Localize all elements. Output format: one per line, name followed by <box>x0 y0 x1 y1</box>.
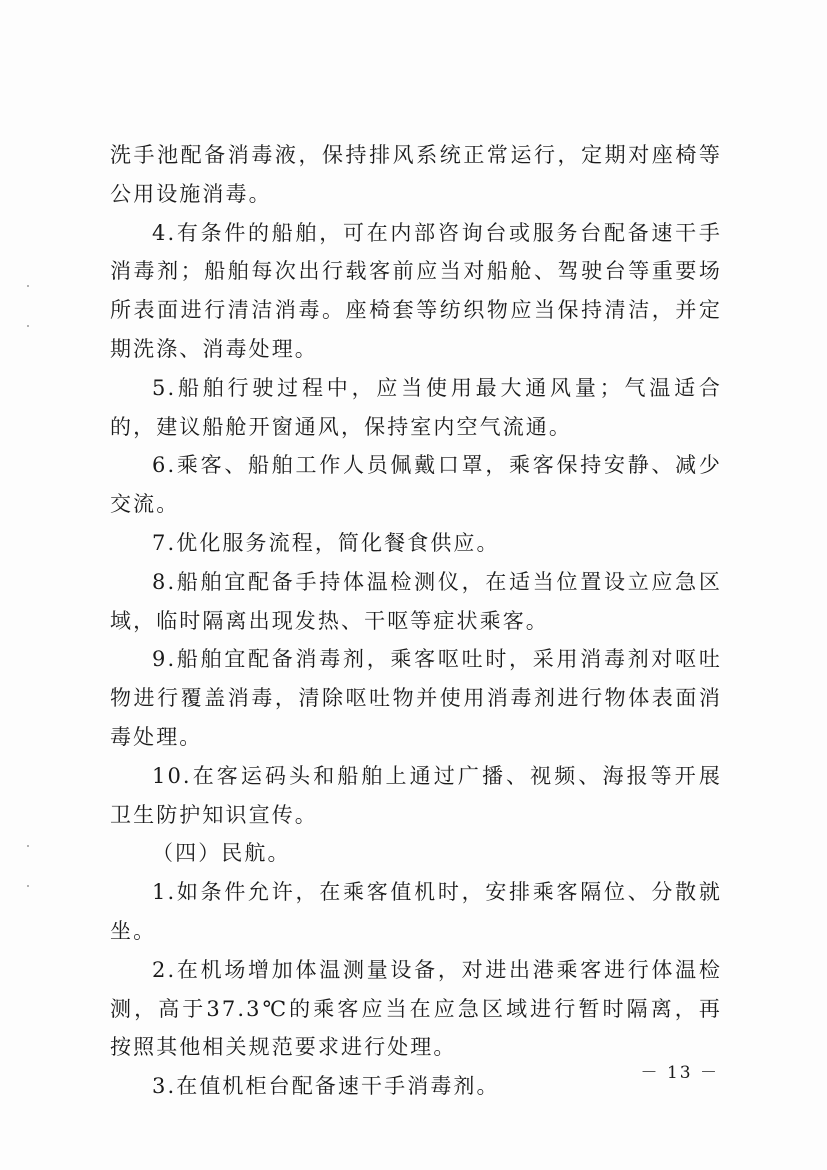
paragraph: 6.乘客、船舶工作人员佩戴口罩，乘客保持安静、减少交流。 <box>110 453 722 517</box>
paragraph: 9.船舶宜配备消毒剂，乘客呕吐时，采用消毒剂对呕吐物进行覆盖消毒，清除呕吐物并使用消毒剂进行物体表面消毒处理。 <box>110 647 722 749</box>
paragraph: 4.有条件的船舶，可在内部咨询台或服务台配备速干手消毒剂；船舶每次出行载客前应当对船舱、驾驶台等重要场所表面进行清洁消毒。座椅套等纺织物应当保持清洁，并定期洗涤、消毒处理。 <box>110 220 722 361</box>
binding-mark <box>27 845 29 847</box>
binding-mark <box>27 285 29 287</box>
document-body <box>110 136 722 1106</box>
paragraph: 8.船舶宜配备手持体温检测仪，在适当位置设立应急区域，临时隔离出现发热、干呕等症状乘客。 <box>110 569 722 633</box>
paragraph: 10.在客运码头和船舶上通过广播、视频、海报等开展卫生防护知识宣传。 <box>110 763 722 827</box>
paragraph: 1.如条件允许，在乘客值机时，安排乘客隔位、分散就坐。 <box>110 880 722 943</box>
binding-mark <box>27 325 29 327</box>
binding-mark <box>27 885 29 887</box>
paragraph: 7.优化服务流程，简化餐食供应。 <box>152 530 500 555</box>
paragraph: 3.在值机柜台配备速干手消毒剂。 <box>152 1074 500 1099</box>
section-heading: （四）民航。 <box>152 841 291 866</box>
paragraph: 5.船舶行驶过程中，应当使用最大通风量；气温适合的，建议船舱开窗通风，保持室内空气流通。 <box>110 375 722 439</box>
page-number: － 13 － <box>640 1063 719 1083</box>
paragraph: 洗手池配备消毒液，保持排风系统正常运行，定期对座椅等公用设施消毒。 <box>110 143 722 206</box>
paragraph: 2.在机场增加体温测量设备，对进出港乘客进行体温检测，高于37.3℃的乘客应当在应急区域进行暂时隔离，再按照其他相关规范要求进行处理。 <box>110 957 722 1060</box>
